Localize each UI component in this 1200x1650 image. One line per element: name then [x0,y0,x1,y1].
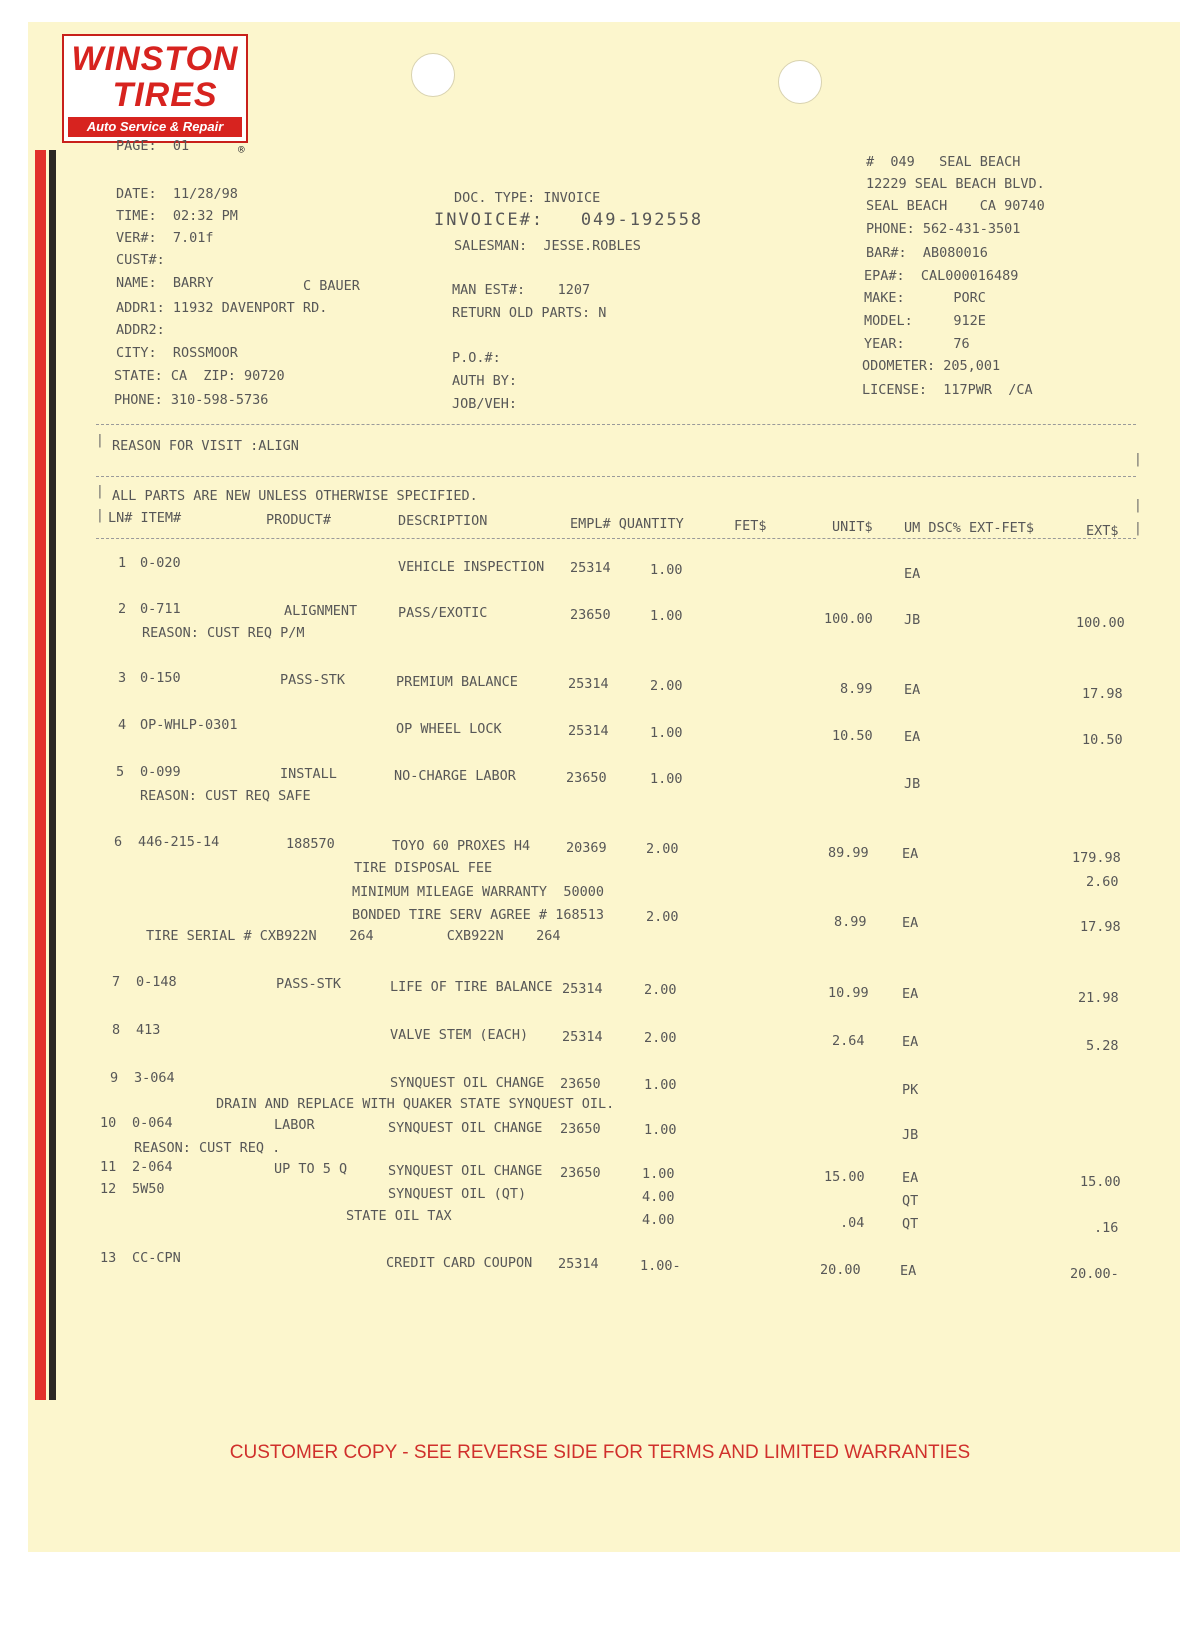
state-oil-tax: STATE OIL TAX [346,1208,452,1224]
extended-price: 17.98 [1082,686,1123,702]
customer-address2: ADDR2: [116,322,165,338]
col-description: DESCRIPTION [398,513,488,529]
reason-for-visit: REASON FOR VISIT :ALIGN [112,438,299,454]
extended-price: 15.00 [1080,1174,1121,1190]
unit-price: 10.99 [828,985,869,1001]
unit-price: 8.99 [840,681,873,697]
vehicle-year: YEAR: 76 [864,336,970,352]
logo-line1: WINSTON [71,40,239,78]
employee-number: 25314 [562,1029,603,1045]
line-number: 8 [112,1022,121,1038]
item-number: 0-020 [140,555,181,571]
table-border-right: | [1134,452,1142,467]
line-number: 7 [112,974,121,990]
item-number: 413 [136,1022,161,1038]
parts-note: ALL PARTS ARE NEW UNLESS OTHERWISE SPECIFIED. [112,488,478,504]
employee-number: 25314 [568,723,609,739]
quantity: 2.00 [644,982,677,998]
divider-1 [96,424,1136,425]
invoice-number: INVOICE#: 049-192558 [434,210,704,230]
item-number: 446-215-14 [138,834,220,850]
description: SYNQUEST OIL CHANGE [388,1163,543,1179]
item-number: 3-064 [134,1070,175,1086]
col-ln-item: LN# ITEM# [108,510,182,526]
bonded-quantity: 2.00 [646,909,679,925]
store-city: SEAL BEACH CA 90740 [866,198,1045,214]
unit-measure: EA [902,1170,919,1186]
description: VALVE STEM (EACH) [390,1027,529,1043]
table-border-right-2: | [1134,498,1142,513]
table-border-left: | [96,433,104,448]
description: LIFE OF TIRE BALANCE [390,979,553,995]
page-number: PAGE: 01 [116,138,190,154]
disposal-fee-amount: 2.60 [1086,874,1119,890]
product-number: PASS-STK [280,672,346,688]
quantity: 2.00 [650,678,683,694]
customer-city: CITY: ROSSMOOR [116,345,238,361]
registered-mark: ® [238,143,245,156]
item-number: 0-150 [140,670,181,686]
unit-measure: EA [902,986,919,1002]
reason-note: REASON: CUST REQ SAFE [140,788,311,804]
product-number: UP TO 5 Q [274,1161,348,1177]
return-old-parts: RETURN OLD PARTS: N [452,305,607,321]
description: PREMIUM BALANCE [396,674,518,690]
unit-measure: EA [904,566,921,582]
header-border-left: | [96,508,104,523]
col-um-dsc-ext-fet: UM DSC% EXT-FET$ [904,520,1035,536]
extended-price: 100.00 [1076,615,1125,631]
unit-price: 15.00 [824,1169,865,1185]
employee-number: 23650 [560,1076,601,1092]
extended-price: 179.98 [1072,850,1121,866]
manual-estimate: MAN EST#: 1207 [452,282,591,298]
store-phone: PHONE: 562-431-3501 [866,221,1021,237]
item-number: 2-064 [132,1159,173,1175]
store-number: # 049 SEAL BEACH [866,154,1021,170]
logo-tagline: Auto Service & Repair [68,117,242,137]
description: SYNQUEST OIL CHANGE [390,1075,545,1091]
col-empl-quantity: EMPL# QUANTITY [570,516,684,532]
line-number: 11 [100,1159,117,1175]
tax-unit-price: .04 [840,1215,865,1231]
line-number: 1 [118,555,127,571]
employee-number: 25314 [562,981,603,997]
item-number: 0-711 [140,601,181,617]
description: OP WHEEL LOCK [396,721,502,737]
doc-type: DOC. TYPE: INVOICE [454,190,601,206]
tire-serial: TIRE SERIAL # CXB922N 264 CXB922N 264 [146,928,561,944]
line-number: 9 [110,1070,119,1086]
item-number: 0-099 [140,764,181,780]
invoice-date: DATE: 11/28/98 [116,186,238,202]
item-number: 0-064 [132,1115,173,1131]
unit-measure: EA [902,846,919,862]
col-unit: UNIT$ [832,519,873,535]
vehicle-odometer: ODOMETER: 205,001 [862,358,1001,374]
item-number: 0-148 [136,974,177,990]
quantity: 1.00 [650,562,683,578]
extended-price: 20.00- [1070,1266,1119,1282]
description: SYNQUEST OIL CHANGE [388,1120,543,1136]
item-number: CC-CPN [132,1250,181,1266]
unit-price: 10.50 [832,728,873,744]
vehicle-make: MAKE: PORC [864,290,986,306]
epa-number: EPA#: CAL000016489 [864,268,1019,284]
unit-measure: EA [904,729,921,745]
product-number: ALIGNMENT [284,603,358,619]
reason-note: REASON: CUST REQ P/M [142,625,305,641]
mileage-warranty: MINIMUM MILEAGE WARRANTY 50000 [352,884,604,900]
employee-number: 23650 [560,1121,601,1137]
unit-price: 89.99 [828,845,869,861]
version: VER#: 7.01f [116,230,214,246]
line-number: 13 [100,1250,117,1266]
authorized-by: AUTH BY: [452,373,518,389]
divider-2 [96,476,1136,477]
tax-extended-price: .16 [1094,1220,1119,1236]
divider-3 [96,538,1136,539]
unit-measure: EA [900,1263,917,1279]
unit-price: 2.64 [832,1033,865,1049]
punch-hole-right [778,60,822,104]
unit-price: 20.00 [820,1262,861,1278]
quantity: 1.00 [644,1077,677,1093]
customer-phone: PHONE: 310-598-5736 [114,392,269,408]
unit-measure: EA [902,1034,919,1050]
bar-number: BAR#: AB080016 [866,245,988,261]
employee-number: 23650 [570,607,611,623]
winston-tires-logo [62,34,248,143]
reason-note: REASON: CUST REQ . [134,1140,281,1156]
product-number: LABOR [274,1117,315,1133]
line-number: 5 [116,764,125,780]
item-number: 5W50 [132,1181,165,1197]
unit-measure: JB [904,612,921,628]
quantity: 1.00- [640,1258,681,1274]
product-number: 188570 [286,836,335,852]
table-border-left-2: | [96,484,104,499]
line-number: 2 [118,601,127,617]
employee-number: 25314 [568,676,609,692]
job-vehicle: JOB/VEH: [452,396,518,412]
item-number: OP-WHLP-0301 [140,717,238,733]
salesman: SALESMAN: JESSE.ROBLES [454,238,641,254]
employee-number: 25314 [570,560,611,576]
quantity: 1.00 [650,771,683,787]
description: PASS/EXOTIC [398,605,488,621]
line-number: 12 [100,1181,117,1197]
customer-state-zip: STATE: CA ZIP: 90720 [114,368,285,384]
customer-copy-footer: CUSTOMER COPY - SEE REVERSE SIDE FOR TERMS AND LIMITED WARRANTIES [229,1442,971,1463]
tax-quantity: 4.00 [642,1212,675,1228]
disposal-fee: TIRE DISPOSAL FEE [354,860,493,876]
quantity: 1.00 [650,725,683,741]
customer-address1: ADDR1: 11932 DAVENPORT RD. [116,300,328,316]
drain-note: DRAIN AND REPLACE WITH QUAKER STATE SYNQUEST OIL. [216,1096,615,1112]
customer-number: CUST#: [116,252,165,268]
unit-measure: JB [904,776,921,792]
line-number: 4 [118,717,127,733]
margin-stripe-black [49,150,56,1400]
col-fet: FET$ [734,518,767,534]
unit-measure: PK [902,1082,919,1098]
unit-measure: QT [902,1193,919,1209]
quantity: 2.00 [644,1030,677,1046]
vehicle-model: MODEL: 912E [864,313,986,329]
line-number: 10 [100,1115,117,1131]
purchase-order: P.O.#: [452,350,501,366]
customer-name: NAME: BARRY [116,275,214,291]
bonded-service-agreement: BONDED TIRE SERV AGREE # 168513 [352,907,604,923]
line-number: 3 [118,670,127,686]
quantity: 2.00 [646,841,679,857]
store-street: 12229 SEAL BEACH BLVD. [866,176,1045,192]
invoice-time: TIME: 02:32 PM [116,208,238,224]
unit-measure: EA [904,682,921,698]
line-number: 6 [114,834,123,850]
tax-unit-measure: QT [902,1216,919,1232]
quantity: 1.00 [642,1166,675,1182]
logo-line2: TIRES [112,76,218,114]
description: SYNQUEST OIL (QT) [388,1186,527,1202]
quantity: 1.00 [644,1122,677,1138]
description: TOYO 60 PROXES H4 [392,838,531,854]
employee-number: 25314 [558,1256,599,1272]
description: CREDIT CARD COUPON [386,1255,533,1271]
col-ext: EXT$ [1086,523,1119,539]
quantity: 4.00 [642,1189,675,1205]
employee-number: 20369 [566,840,607,856]
punch-hole-left [411,53,455,97]
bonded-extended-price: 17.98 [1080,919,1121,935]
header-border-right: | [1134,521,1142,536]
employee-number: 23650 [566,770,607,786]
extended-price: 10.50 [1082,732,1123,748]
col-product: PRODUCT# [266,512,332,528]
description: NO-CHARGE LABOR [394,768,516,784]
bonded-unit-measure: EA [902,915,919,931]
customer-last-name: C BAUER [303,278,360,294]
margin-stripe-red [35,150,46,1400]
product-number: PASS-STK [276,976,342,992]
product-number: INSTALL [280,766,337,782]
extended-price: 5.28 [1086,1038,1119,1054]
quantity: 1.00 [650,608,683,624]
unit-price: 100.00 [824,611,873,627]
bonded-unit-price: 8.99 [834,914,867,930]
description: VEHICLE INSPECTION [398,559,545,575]
extended-price: 21.98 [1078,990,1119,1006]
employee-number: 23650 [560,1165,601,1181]
unit-measure: JB [902,1127,919,1143]
vehicle-license: LICENSE: 117PWR /CA [862,382,1033,398]
